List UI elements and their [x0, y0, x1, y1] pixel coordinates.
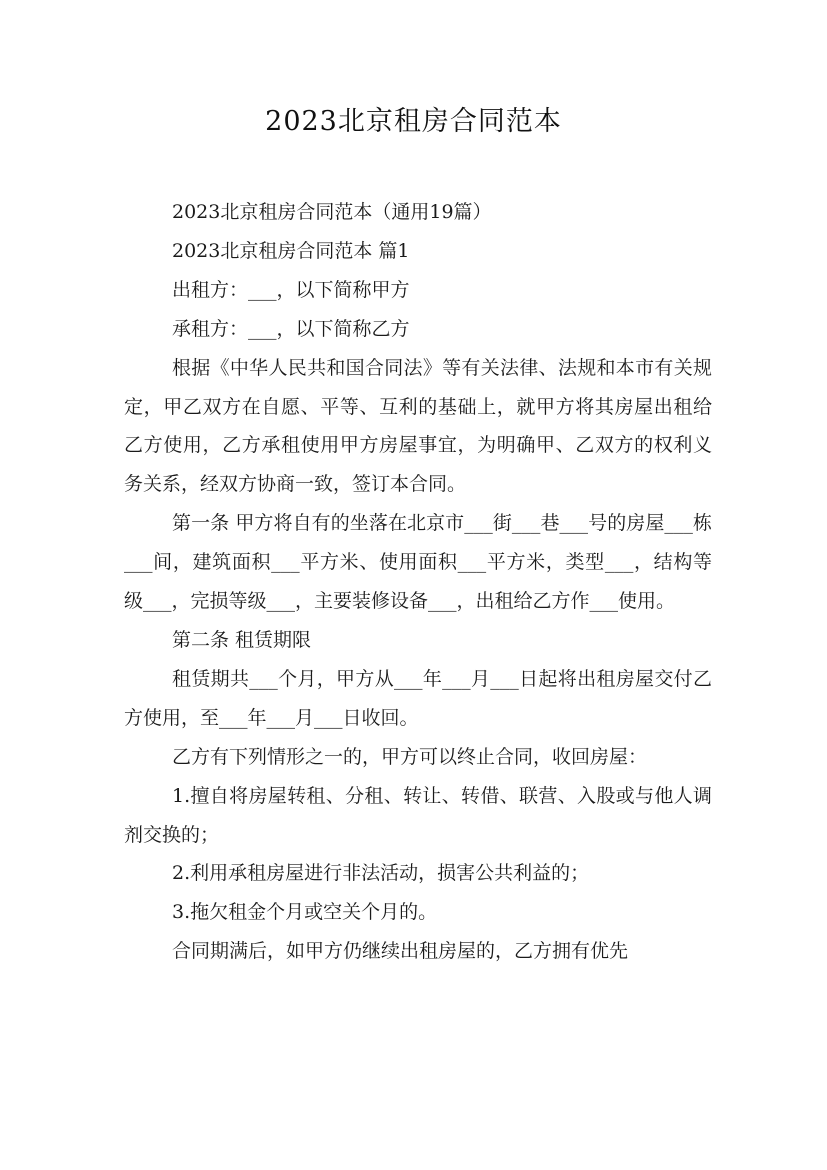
paragraph-section-heading: 2023北京租房合同范本 篇1: [172, 239, 410, 262]
paragraph-termination-intro: 乙方有下列情形之一的，甲方可以终止合同，收回房屋：: [172, 745, 648, 768]
paragraph-article-1: 第一条 甲方将自有的坐落在北京市___街___巷___号的房屋___栋___间，建筑面积___平方米、使用面积___平方米，类型___，结构等级___，完损等级___，主要装修设备___，出租给乙方作___使用。: [124, 512, 712, 613]
paragraph-subtitle: 2023北京租房合同范本（通用19篇）: [172, 201, 492, 223]
paragraph-article-2-heading: 第二条 租赁期限: [172, 628, 312, 651]
paragraph-termination-item-3: 3.拖欠租金个月或空关个月的。: [172, 901, 438, 924]
paragraph-lessor: 出租方：___，以下简称甲方: [172, 278, 410, 301]
document-title: 2023北京租房合同范本: [265, 106, 562, 137]
paragraph-lessee: 承租方：___，以下简称乙方: [172, 317, 410, 340]
paragraph-termination-item-2: 2.利用承租房屋进行非法活动，损害公共利益的；: [172, 862, 590, 885]
paragraph-renewal: 合同期满后，如甲方仍继续出租房屋的，乙方拥有优先: [172, 940, 629, 963]
document-body: [124, 193, 712, 971]
paragraph-preamble: 根据《中华人民共和国合同法》等有关法律、法规和本市有关规定，甲乙双方在自愿、平等、互利的基础上，就甲方将其房屋出租给乙方使用，乙方承租使用甲方房屋事宜，为明确甲、乙双方的权利义务关系，经双方协商一致，签订本合同。: [124, 356, 712, 496]
paragraph-lease-term: 租赁期共___个月，甲方从___年___月___日起将出租房屋交付乙方使用，至___年___月___日收回。: [124, 667, 712, 729]
paragraph-termination-item-1: 1.擅自将房屋转租、分租、转让、转借、联营、入股或与他人调剂交换的；: [124, 784, 712, 846]
